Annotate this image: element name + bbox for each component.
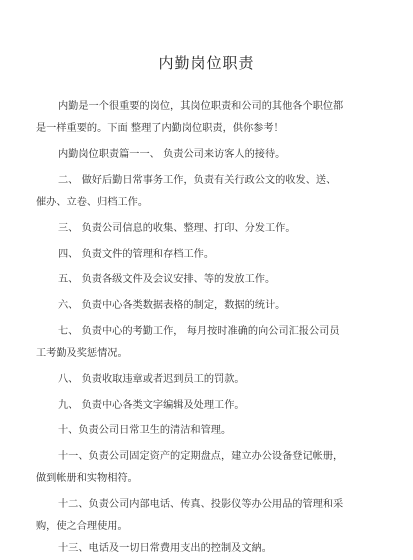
duty-item-7-cont: 工考勤及奖惩情况。: [36, 348, 128, 359]
duty-item-2: 二、 做好后勤日常事务工作，负责有关行政公文的收发、送、: [58, 175, 337, 186]
duty-item-7: 七、 负责中心的考勤工作， 每月按时准确的向公司汇报公司员: [58, 326, 340, 337]
duty-item-5: 五、 负责各级文件及会议安排、等的发放工作。: [58, 274, 276, 285]
duty-item-6: 六、 负责中心各类数据表格的制定，数据的统计。: [58, 300, 286, 311]
duty-item-2-cont: 催办、立卷、归档工作。: [36, 197, 149, 208]
duty-item-13: 十三、电话及一切日常费用支出的控制及文納。: [58, 543, 272, 554]
duty-item-3: 三、 负责公司信息的收集、整理、打印、分发工作。: [58, 223, 296, 234]
duty-item-11: 十一、负责公司固定资产的定期盘点，建立办公设备登记帐册，: [58, 451, 344, 462]
duty-item-10: 十、负责公司日常卫生的清洁和管理。: [58, 425, 232, 436]
duty-item-1: 内勤岗位职责篇一一、 负责公司来访客人的接待。: [58, 149, 286, 160]
duty-item-8: 八、 负责收取违章或者迟到员工的罚款。: [58, 374, 245, 385]
intro-line-1: 内勤是一个很重要的岗位，其岗位职责和公司的其他各个职位都: [58, 101, 344, 112]
duty-item-12: 十二、负责公司内部电话、传真、投影仪等办公用品的管理和采: [58, 499, 344, 510]
intro-line-2: 是一样重要的。下面 整理了内勤岗位职责，供你参考！: [36, 123, 284, 134]
duty-item-12-cont: 购，使之合理使用。: [36, 521, 128, 532]
duty-item-9: 九、 负责中心各类文字编辑及处理工作。: [58, 400, 245, 411]
duty-item-11-cont: 做到帐册和实物相符。: [36, 473, 138, 484]
page-title: 内勤岗位职责: [158, 54, 255, 72]
duty-item-4: 四、 负责文件的管理和存档工作。: [58, 249, 215, 260]
